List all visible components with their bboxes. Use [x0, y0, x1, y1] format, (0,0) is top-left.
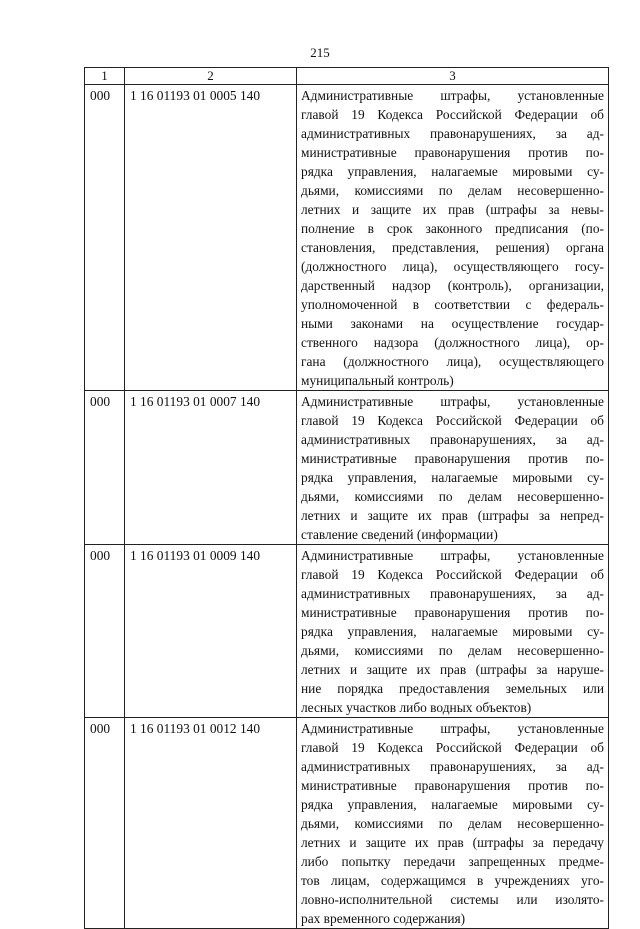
- description-line: рах временного содержания): [301, 911, 466, 926]
- description-line: дьями, комиссиями по делам несовершенно-: [301, 489, 604, 504]
- description-line: рядка управления, налагаемые мировыми су-: [301, 470, 604, 485]
- description-line: рядка управления, налагаемые мировыми су-: [301, 797, 604, 812]
- description-line: летних и защите их прав (штрафы за наруше-: [301, 662, 604, 677]
- description-line: либо попытку передачи запрещенных предме-: [301, 854, 604, 869]
- code-cell: 000: [85, 718, 125, 929]
- description-line: министративные правонарушения против по-: [301, 778, 604, 793]
- description-line: главой 19 Кодекса Российской Федерации об: [301, 107, 604, 122]
- description-line: главой 19 Кодекса Российской Федерации об: [301, 413, 604, 428]
- description-line: административных правонарушениях, за ад-: [301, 759, 604, 774]
- description-line: рядка управления, налагаемые мировыми су-: [301, 164, 604, 179]
- description-line: Административные штрафы, установленные: [301, 548, 604, 563]
- description-line: административных правонарушениях, за ад-: [301, 432, 604, 447]
- description-line: (должностного лица), осуществляющего госу-: [301, 259, 604, 274]
- code-cell: 000: [85, 85, 125, 391]
- description-line: становления, представления, решения) органа: [301, 240, 604, 255]
- description-line: министративные правонарушения против по-: [301, 145, 604, 160]
- column-header-3: 3: [297, 68, 609, 85]
- description-line: дарственный надзор (контроль), организации,: [301, 278, 604, 293]
- description-cell: [297, 85, 609, 391]
- code-cell: 000: [85, 391, 125, 545]
- description-line: Административные штрафы, установленные: [301, 721, 604, 736]
- document-table: [84, 67, 609, 929]
- description-line: министративные правонарушения против по-: [301, 605, 604, 620]
- table-row: [85, 85, 609, 391]
- kbk-cell: 1 16 01193 01 0005 140: [125, 85, 297, 391]
- description-line: министративные правонарушения против по-: [301, 451, 604, 466]
- column-header-2: 2: [125, 68, 297, 85]
- table-header-row: [85, 68, 609, 85]
- description-line: летних и защите их прав (штрафы за непред-: [301, 508, 604, 523]
- description-line: административных правонарушениях, за ад-: [301, 126, 604, 141]
- description-line: ние порядка предоставления земельных или: [301, 681, 604, 696]
- description-line: рядка управления, налагаемые мировыми су-: [301, 624, 604, 639]
- page-number: 215: [310, 45, 330, 60]
- description-line: ловно-исполнительной системы или изолято-: [301, 892, 604, 907]
- kbk-cell: 1 16 01193 01 0009 140: [125, 545, 297, 718]
- kbk-cell: 1 16 01193 01 0007 140: [125, 391, 297, 545]
- table-row: [85, 718, 609, 929]
- description-line: ставление сведений (информации): [301, 527, 498, 542]
- description-line: летних и защите их прав (штрафы за невы-: [301, 202, 604, 217]
- description-line: уполномоченной в соответствии с федераль-: [301, 297, 604, 312]
- description-line: административных правонарушениях, за ад-: [301, 586, 604, 601]
- description-line: гана (должностного лица), осуществляющего: [301, 354, 604, 369]
- kbk-cell: 1 16 01193 01 0012 140: [125, 718, 297, 929]
- description-line: Административные штрафы, установленные: [301, 88, 604, 103]
- table-row: [85, 391, 609, 545]
- table-row: [85, 545, 609, 718]
- description-line: полнение в срок законного предписания (по-: [301, 221, 604, 236]
- description-cell: [297, 545, 609, 718]
- description-line: дьями, комиссиями по делам несовершенно-: [301, 816, 604, 831]
- description-line: лесных участков либо водных объектов): [301, 700, 532, 715]
- description-line: летних и защите их прав (штрафы за передачу: [301, 835, 604, 850]
- description-line: главой 19 Кодекса Российской Федерации об: [301, 740, 604, 755]
- description-line: главой 19 Кодекса Российской Федерации об: [301, 567, 604, 582]
- description-cell: [297, 391, 609, 545]
- description-line: ственного надзора (должностного лица), ор-: [301, 335, 604, 350]
- description-line: тов лицам, содержащимся в учреждениях уго-: [301, 873, 604, 888]
- description-line: дьями, комиссиями по делам несовершенно-: [301, 643, 604, 658]
- description-cell: [297, 718, 609, 929]
- column-header-1: 1: [85, 68, 125, 85]
- table-body: [85, 85, 609, 929]
- description-line: дьями, комиссиями по делам несовершенно-: [301, 183, 604, 198]
- description-line: муниципальный контроль): [301, 373, 454, 388]
- code-cell: 000: [85, 545, 125, 718]
- description-line: ными законами на осуществление государ-: [301, 316, 604, 331]
- description-line: Административные штрафы, установленные: [301, 394, 604, 409]
